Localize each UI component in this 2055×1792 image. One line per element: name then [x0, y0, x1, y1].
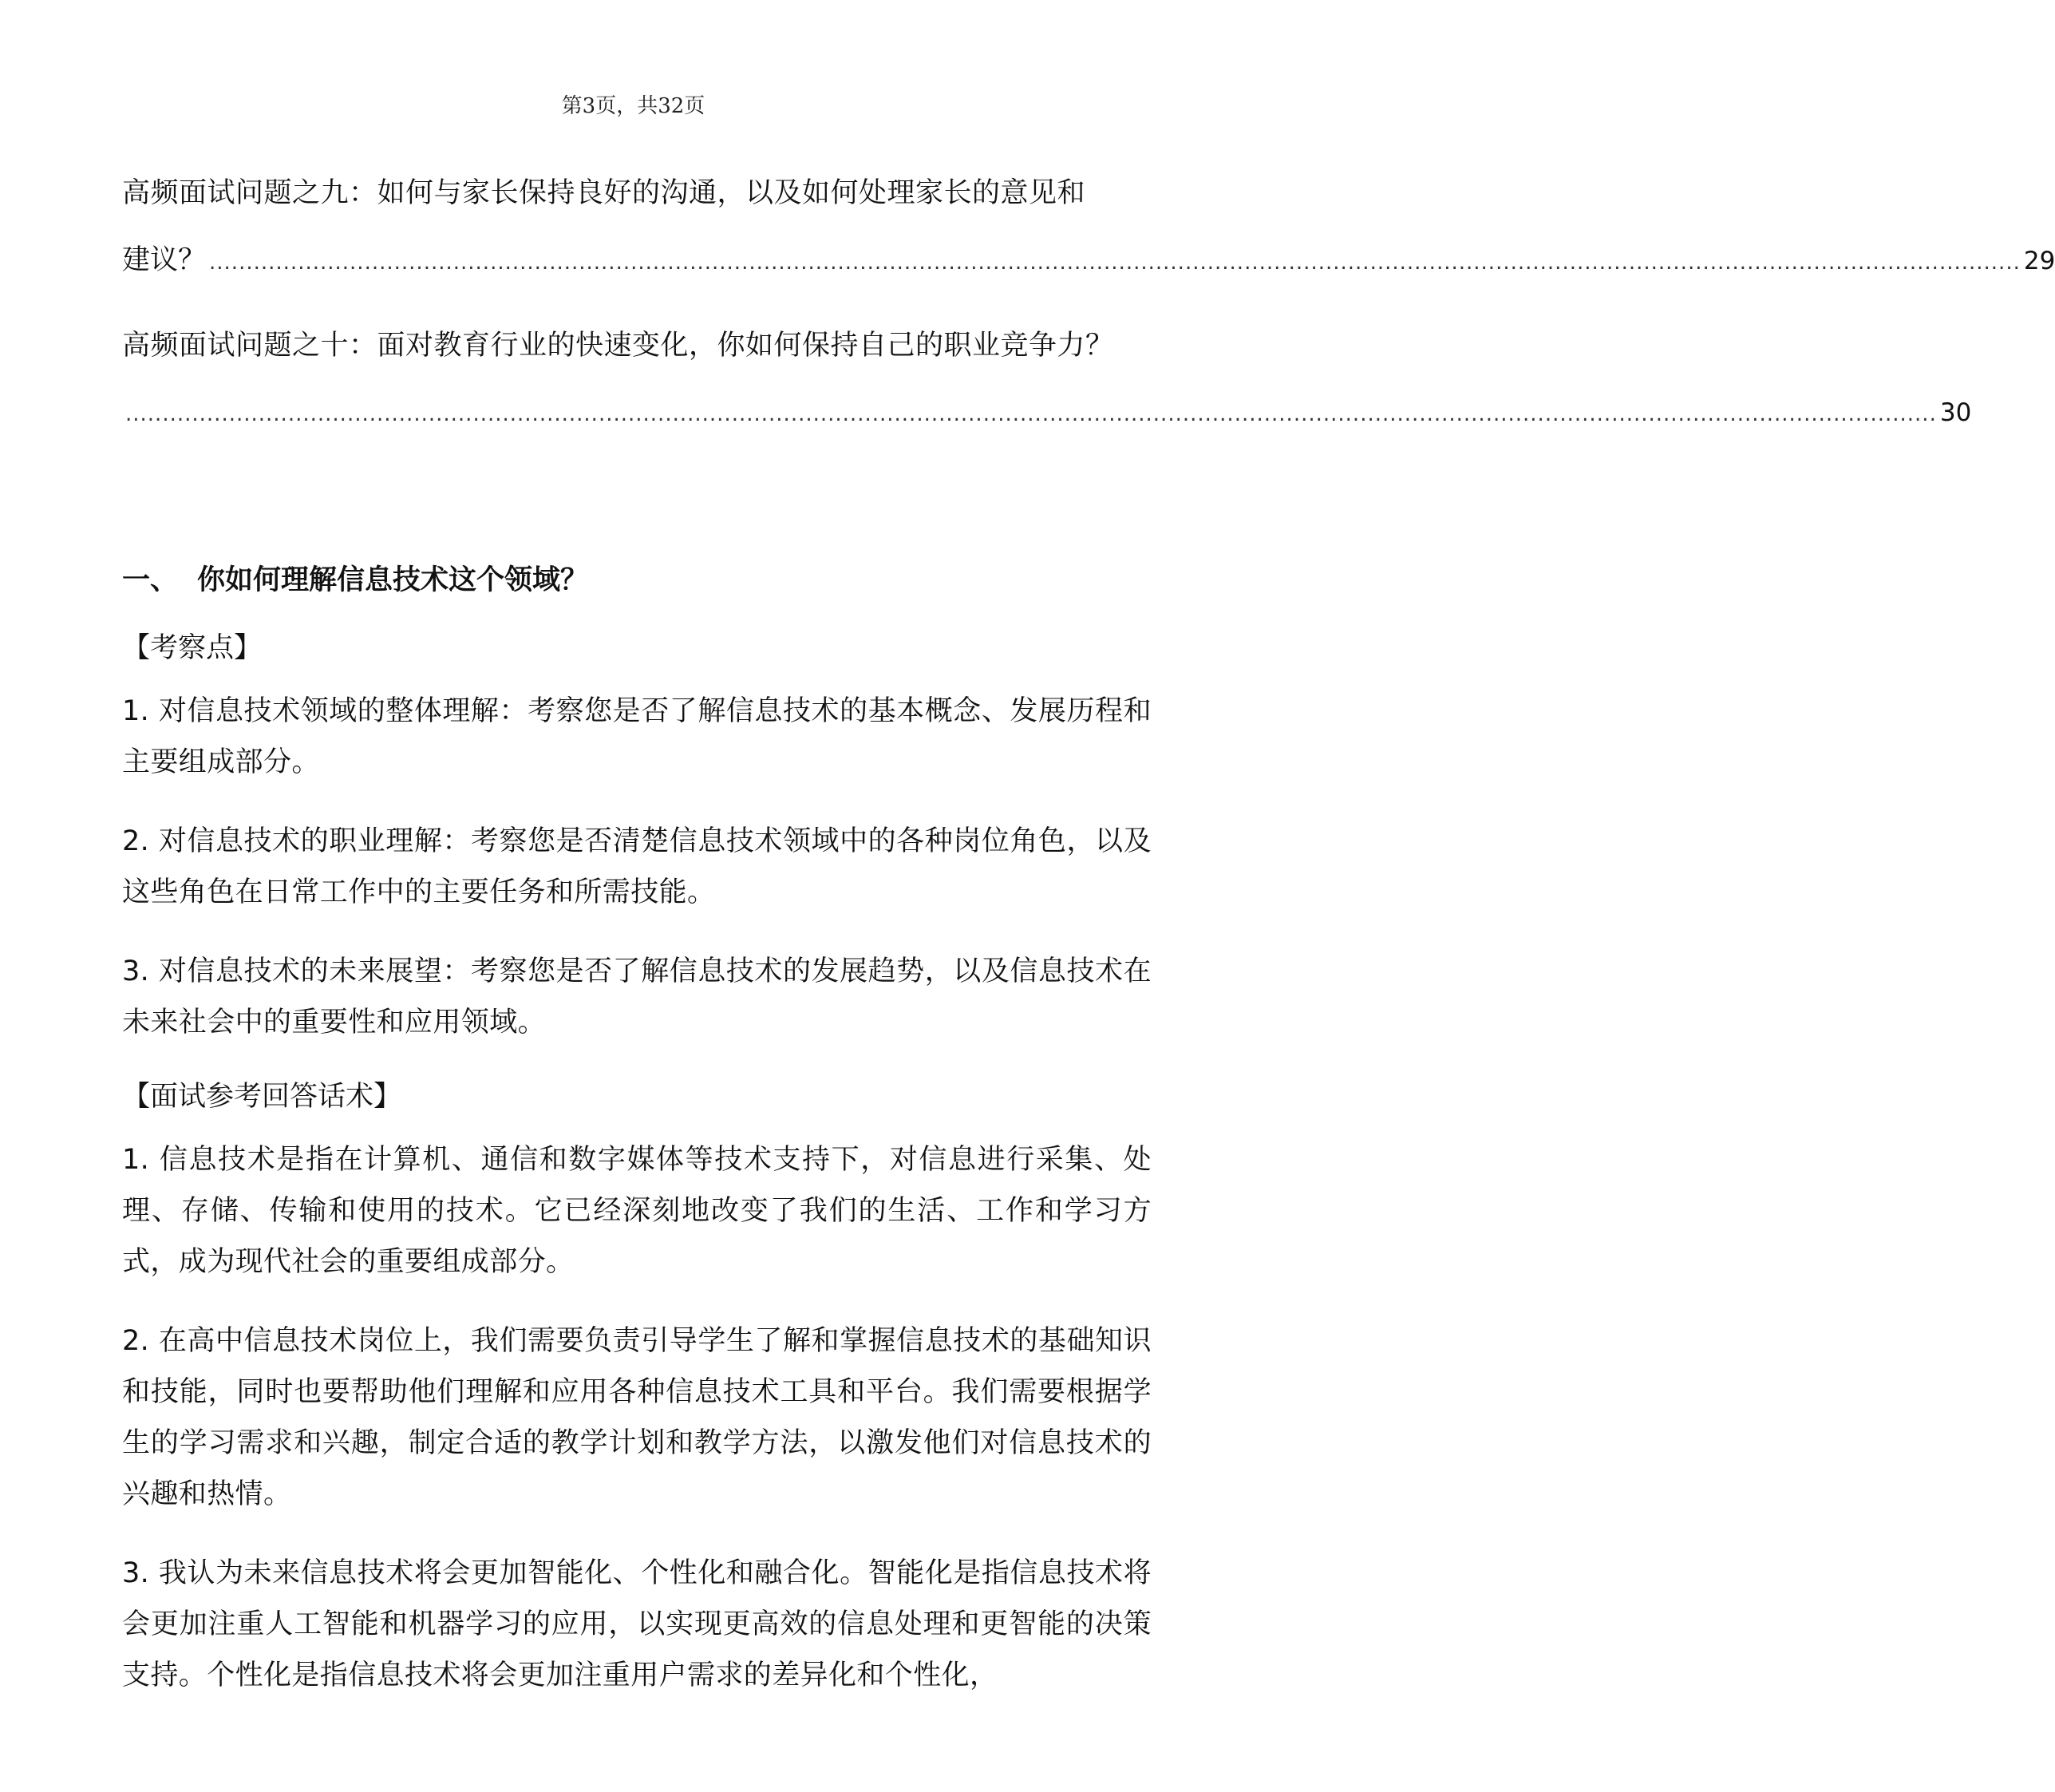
answers-heading: 【面试参考回答话术】 — [122, 1081, 402, 1113]
answer-paragraph: 2. 在高中信息技术岗位上，我们需要负责引导学生了解和掌握信息技术的基础知识和技能，同时也要帮助他们理解和应用各种信息技术工具和平台。我们需要根据学生的学习需求和兴趣，制定合适的教学计划和教学方法，以激发他们对信息技术的兴趣和热情。 — [122, 1325, 1152, 1510]
toc-entry-title: 高频面试问题之九：如何与家长保持良好的沟通，以及如何处理家长的意见和 — [122, 177, 1086, 209]
point-paragraph: 3. 对信息技术的未来展望：考察您是否了解信息技术的发展趋势，以及信息技术在未来社会中的重要性和应用领域。 — [122, 955, 1152, 1038]
toc-page-number: 29 — [2023, 247, 2055, 275]
page-content — [122, 160, 2055, 1729]
section-title: 你如何理解信息技术这个领域？ — [197, 564, 589, 596]
toc-entry[interactable] — [122, 160, 2055, 296]
toc-leader-line — [122, 227, 2055, 296]
toc-page-number: 30 — [1939, 398, 1972, 427]
point-paragraph: 2. 对信息技术的职业理解：考察您是否清楚信息技术领域中的各种岗位角色，以及这些角色在日常工作中的主要任务和所需技能。 — [122, 825, 1152, 908]
answer-paragraph: 3. 我认为未来信息技术将会更加智能化、个性化和融合化。智能化是指信息技术将会更加注重人工智能和机器学习的应用，以实现更高效的信息处理和更智能的决策支持。个性化是指信息技术将会更加注重用户需求的差异化和个性化， — [122, 1557, 1152, 1691]
page-number-header: 第3页，共32页 — [561, 94, 705, 118]
toc-dot-leader: ..................................................................................................................................................................................................................................................... — [125, 402, 1937, 426]
answer-paragraph: 1. 信息技术是指在计算机、通信和数字媒体等技术支持下，对信息进行采集、处理、存储、传输和使用的技术。它已经深刻地改变了我们的生活、工作和学习方式，成为现代社会的重要组成部分。 — [122, 1144, 1152, 1278]
toc-dot-leader: ..................................................................................................................................................................................................................................................... — [209, 251, 2021, 275]
toc-entry[interactable] — [122, 312, 1972, 448]
toc-leader-line — [122, 379, 1972, 448]
point-paragraph: 1. 对信息技术领域的整体理解：考察您是否了解信息技术的基本概念、发展历程和主要组成部分。 — [122, 695, 1152, 778]
section-number: 一、 — [122, 564, 179, 596]
toc-entry-title: 高频面试问题之十：面对教育行业的快速变化，你如何保持自己的职业竞争力？ — [122, 330, 1114, 362]
section-heading — [122, 560, 1152, 601]
points-heading: 【考察点】 — [122, 632, 263, 664]
toc-entry-title-continued: 建议？ — [122, 244, 207, 276]
